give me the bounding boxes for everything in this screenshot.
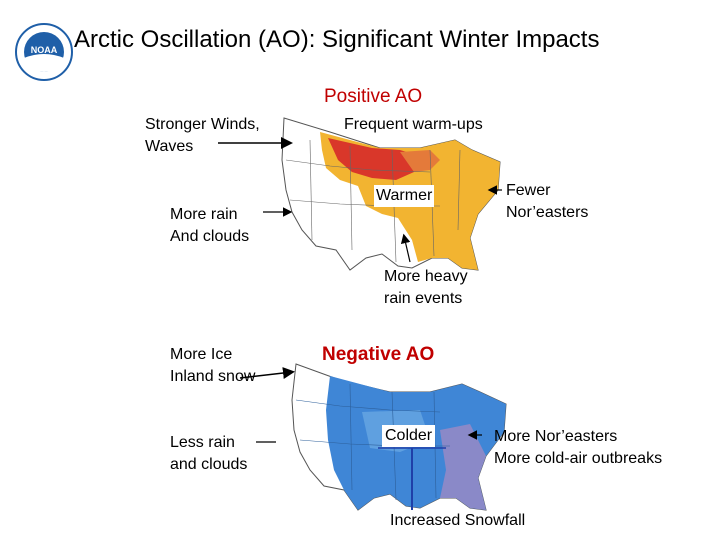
more-noreasters-label: More Nor’easters More cold-air outbreaks bbox=[494, 428, 663, 467]
frequent-warmups-label: Frequent warm-ups bbox=[344, 116, 483, 133]
increased-snowfall-label: Increased Snowfall bbox=[390, 512, 526, 529]
more-ice-label: More Ice Inland snow bbox=[170, 346, 256, 385]
positive-ao-heading: Positive AO bbox=[324, 86, 423, 107]
heavy-rain-label: More heavy rain events bbox=[384, 268, 468, 307]
negative-ao-heading: Negative AO bbox=[322, 344, 435, 365]
heavy-rain-arrow bbox=[404, 236, 410, 262]
fewer-noreasters-label: Fewer Nor’easters bbox=[506, 182, 589, 221]
colder-label: Colder bbox=[382, 425, 435, 447]
page-title: Arctic Oscillation (AO): Significant Winter Impacts bbox=[74, 26, 600, 53]
more-rain-label: More rain And clouds bbox=[170, 206, 250, 245]
warmer-label: Warmer bbox=[374, 185, 434, 207]
less-rain-label: Less rain and clouds bbox=[170, 434, 248, 473]
stronger-winds-label: Stronger Winds, Waves bbox=[145, 116, 260, 155]
logo-text: NOAA bbox=[30, 45, 58, 55]
